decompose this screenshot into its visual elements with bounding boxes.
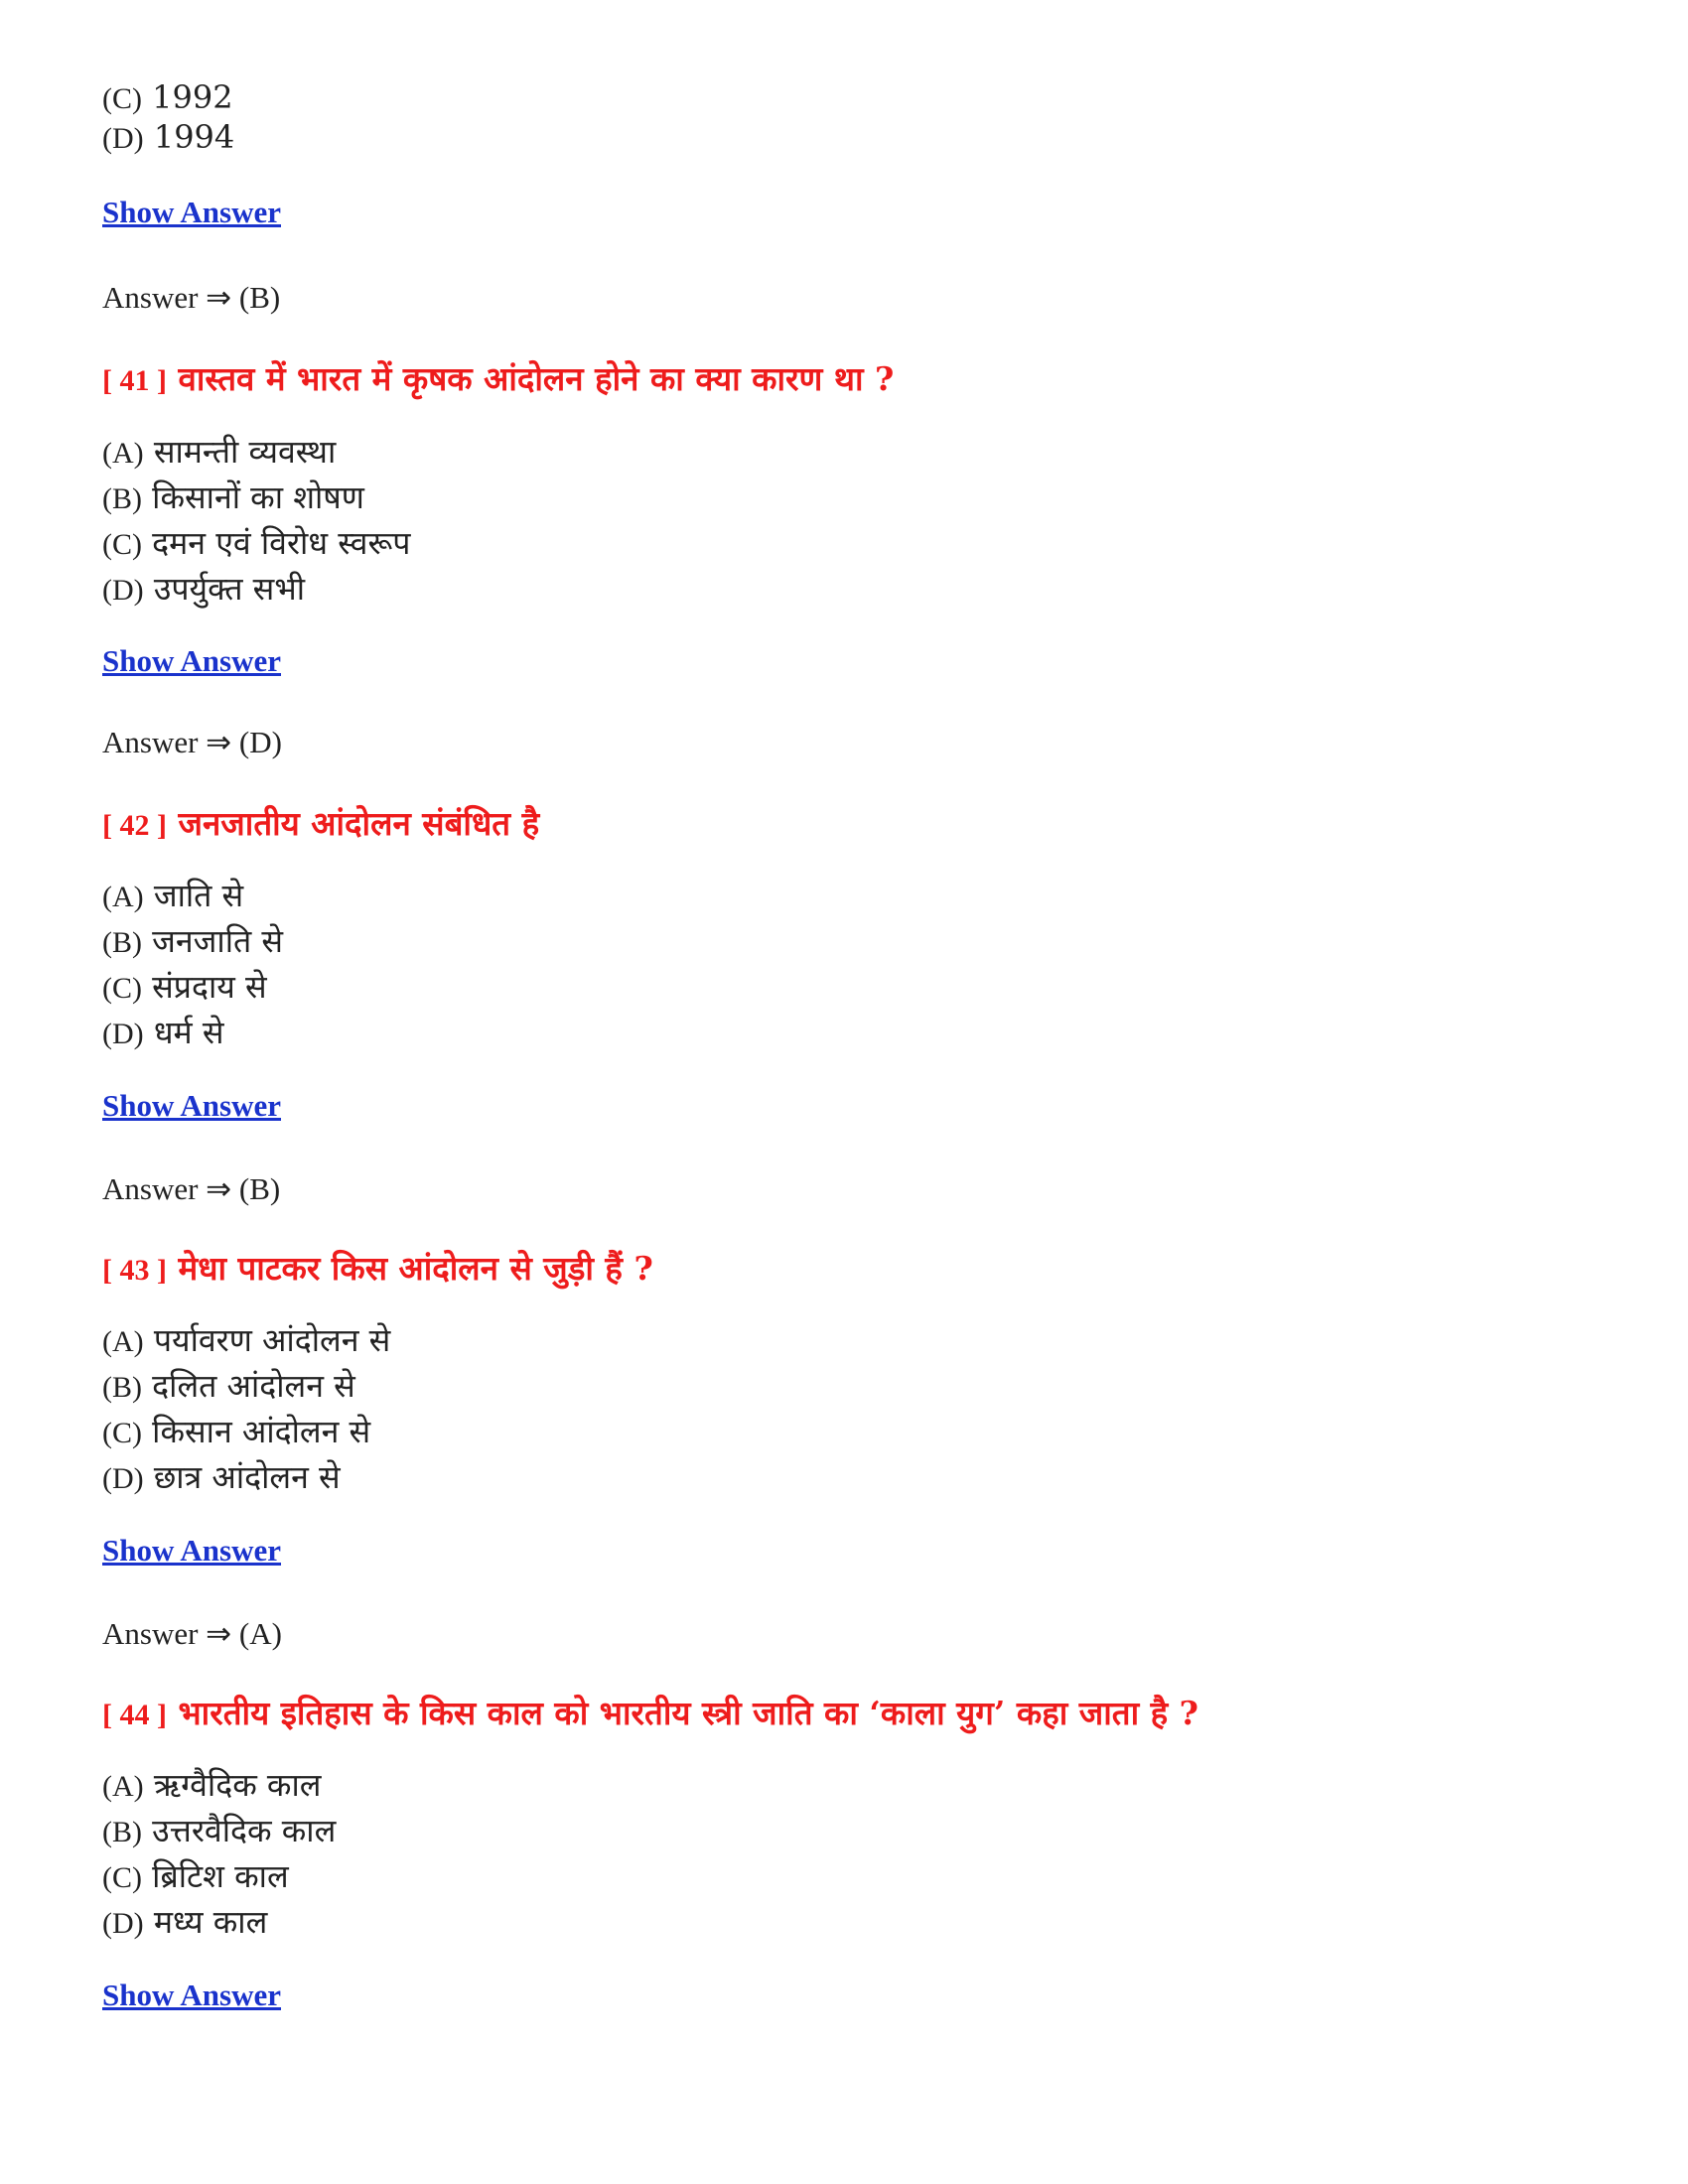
- question-41-heading: [102, 355, 1592, 400]
- option-text: जाति से: [153, 877, 244, 914]
- option-a: [102, 430, 1592, 476]
- option-a: [102, 1318, 1592, 1364]
- option-text: छात्र आंदोलन से: [153, 1458, 341, 1496]
- option-text: मध्य काल: [153, 1903, 268, 1941]
- question-41-options: [102, 430, 1592, 613]
- option-b: [102, 919, 1592, 965]
- option-a: [102, 874, 1592, 919]
- option-d: [102, 1011, 1592, 1056]
- show-answer-link[interactable]: Show Answer: [102, 643, 282, 678]
- option-letter: (D): [102, 574, 144, 607]
- option-letter: (B): [102, 926, 142, 959]
- option-d: [102, 115, 1592, 161]
- option-letter: (B): [102, 1371, 142, 1404]
- question-43-heading: [102, 1245, 1592, 1290]
- option-text: पर्यावरण आंदोलन से: [153, 1321, 391, 1359]
- answer-value: (B): [238, 280, 281, 315]
- option-letter: (A): [102, 437, 144, 470]
- show-answer-link[interactable]: Show Answer: [102, 1088, 282, 1123]
- option-letter: (A): [102, 881, 144, 913]
- option-text: सामन्ती व्यवस्था: [153, 433, 337, 471]
- option-text: उत्तरवैदिक काल: [152, 1812, 337, 1849]
- option-b: [102, 1809, 1592, 1854]
- option-letter: (A): [102, 1770, 144, 1803]
- option-letter: (A): [102, 1325, 144, 1358]
- option-letter: (B): [102, 482, 142, 515]
- option-text: संप्रदाय से: [152, 968, 267, 1006]
- option-letter: (D): [102, 122, 144, 155]
- answer-prefix: Answer ⇒: [102, 1171, 232, 1206]
- answer-prefix: Answer ⇒: [102, 280, 232, 315]
- option-c: [102, 521, 1592, 567]
- option-d: [102, 567, 1592, 613]
- option-c: [102, 1410, 1592, 1455]
- option-text: दमन एवं विरोध स्वरूप: [152, 524, 411, 562]
- option-letter: (D): [102, 1018, 144, 1050]
- option-c: [102, 965, 1592, 1011]
- question-44-options: [102, 1763, 1592, 1946]
- answer-line: [102, 725, 1592, 760]
- question-text: मेधा पाटकर किस आंदोलन से जुड़ी हैं ?: [178, 1249, 653, 1288]
- answer-line: [102, 1616, 1592, 1652]
- question-text: जनजातीय आंदोलन संबंधित है: [178, 804, 540, 843]
- option-letter: (C): [102, 1861, 142, 1894]
- option-d: [102, 1455, 1592, 1501]
- option-letter: (C): [102, 82, 142, 115]
- option-text: जनजाति से: [152, 922, 284, 960]
- question-text: वास्तव में भारत में कृषक आंदोलन होने का क्या कारण था ?: [178, 359, 895, 398]
- option-letter: (C): [102, 972, 142, 1005]
- option-d: [102, 1900, 1592, 1946]
- answer-line: [102, 1171, 1592, 1207]
- option-letter: (C): [102, 1417, 142, 1449]
- show-answer-link[interactable]: Show Answer: [102, 195, 282, 229]
- option-b: [102, 476, 1592, 521]
- option-letter: (D): [102, 1907, 144, 1940]
- option-letter: (B): [102, 1816, 142, 1848]
- answer-prefix: Answer ⇒: [102, 1616, 232, 1651]
- option-letter: (C): [102, 528, 142, 561]
- option-text: उपर्युक्त सभी: [153, 570, 306, 608]
- show-answer-link[interactable]: Show Answer: [102, 1978, 282, 2012]
- question-number: [ 42 ]: [102, 809, 167, 842]
- question-number: [ 44 ]: [102, 1699, 167, 1731]
- question-44-heading: [102, 1690, 1592, 1734]
- answer-value: (A): [238, 1616, 282, 1651]
- question-42-heading: [102, 800, 1592, 845]
- option-c: [102, 1854, 1592, 1900]
- answer-prefix: Answer ⇒: [102, 725, 232, 759]
- option-letter: (D): [102, 1462, 144, 1495]
- answer-line: [102, 280, 1592, 316]
- show-answer-link[interactable]: Show Answer: [102, 1533, 282, 1568]
- question-43-options: [102, 1318, 1592, 1501]
- option-text: ब्रिटिश काल: [152, 1857, 289, 1895]
- option-text: धर्म से: [153, 1014, 224, 1051]
- top-options: [102, 75, 1592, 161]
- question-text: भारतीय इतिहास के किस काल को भारतीय स्त्री जाति का ‘काला युग’ कहा जाता है ?: [178, 1694, 1198, 1732]
- option-text: 1994: [153, 118, 235, 156]
- option-text: ऋग्वैदिक काल: [153, 1766, 322, 1804]
- option-a: [102, 1763, 1592, 1809]
- question-number: [ 41 ]: [102, 364, 167, 397]
- question-number: [ 43 ]: [102, 1254, 167, 1287]
- answer-value: (B): [238, 1171, 281, 1206]
- option-text: किसान आंदोलन से: [152, 1413, 371, 1450]
- option-text: किसानों का शोषण: [152, 478, 364, 516]
- option-b: [102, 1364, 1592, 1410]
- question-42-options: [102, 874, 1592, 1056]
- answer-value: (D): [238, 725, 282, 759]
- option-text: दलित आंदोलन से: [152, 1367, 355, 1405]
- option-text: 1992: [152, 78, 233, 116]
